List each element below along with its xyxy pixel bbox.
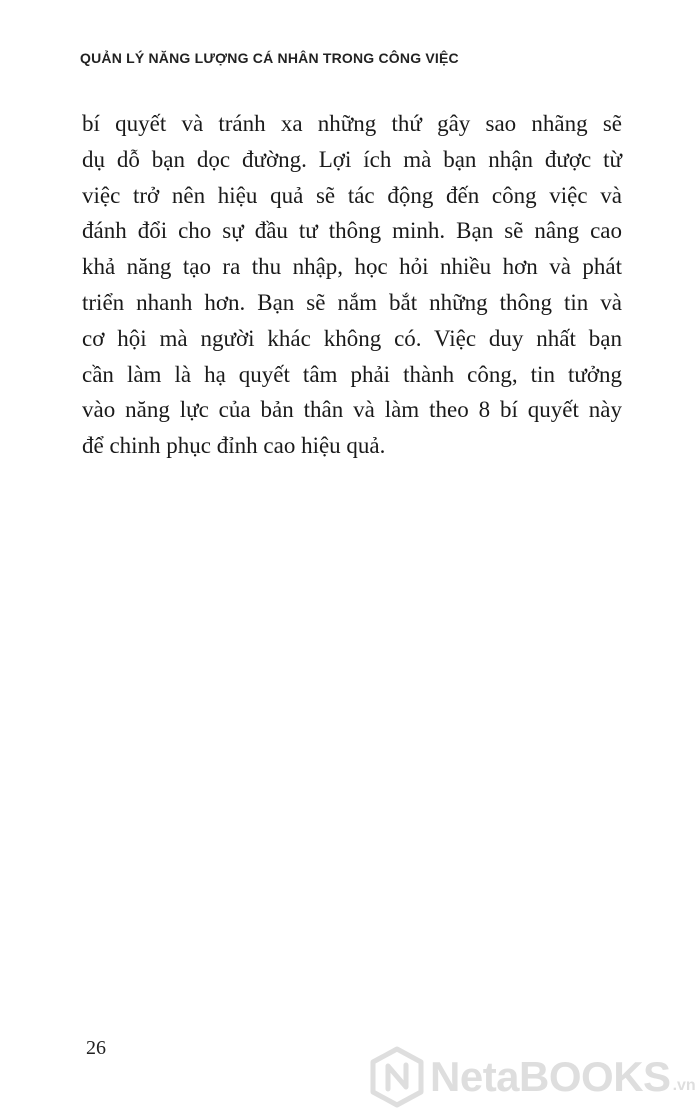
page-number: 26 [86,1037,106,1059]
paragraph-line: bí quyết và tránh xa những thứ gây sao nhãng sẽ [82,111,622,136]
netabooks-watermark [368,1046,696,1108]
hexagon-n-logo-icon [368,1046,426,1108]
paragraph-line: cần làm là hạ quyết tâm phải thành công, tin tưởng [82,361,622,387]
paragraph-line: cơ hội mà người khác không có. Việc duy nhất bạn [82,325,622,351]
body-paragraph [82,106,622,464]
watermark-tld-text: .vn [672,1077,696,1094]
paragraph-line: việc trở nên hiệu quả sẽ tác động đến công việc và [82,182,622,208]
paragraph-line: đánh đổi cho sự đầu tư thông minh. Bạn sẽ nâng cao [82,218,622,244]
running-header: QUẢN LÝ NĂNG LƯỢNG CÁ NHÂN TRONG CÔNG VIỆC [80,50,459,66]
paragraph-line: vào năng lực của bản thân và làm theo 8 bí quyết này [82,397,622,423]
paragraph-line: để chinh phục đỉnh cao hiệu quả. [82,433,386,459]
paragraph-line: dụ dỗ bạn dọc đường. Lợi ích mà bạn nhận được từ [82,146,622,172]
paragraph-line: triển nhanh hơn. Bạn sẽ nắm bắt những thông tin và [82,289,622,315]
watermark-brand-text: NetaBOOKS [430,1053,671,1100]
paragraph-line: khả năng tạo ra thu nhập, học hỏi nhiều hơn và phát [82,254,622,280]
